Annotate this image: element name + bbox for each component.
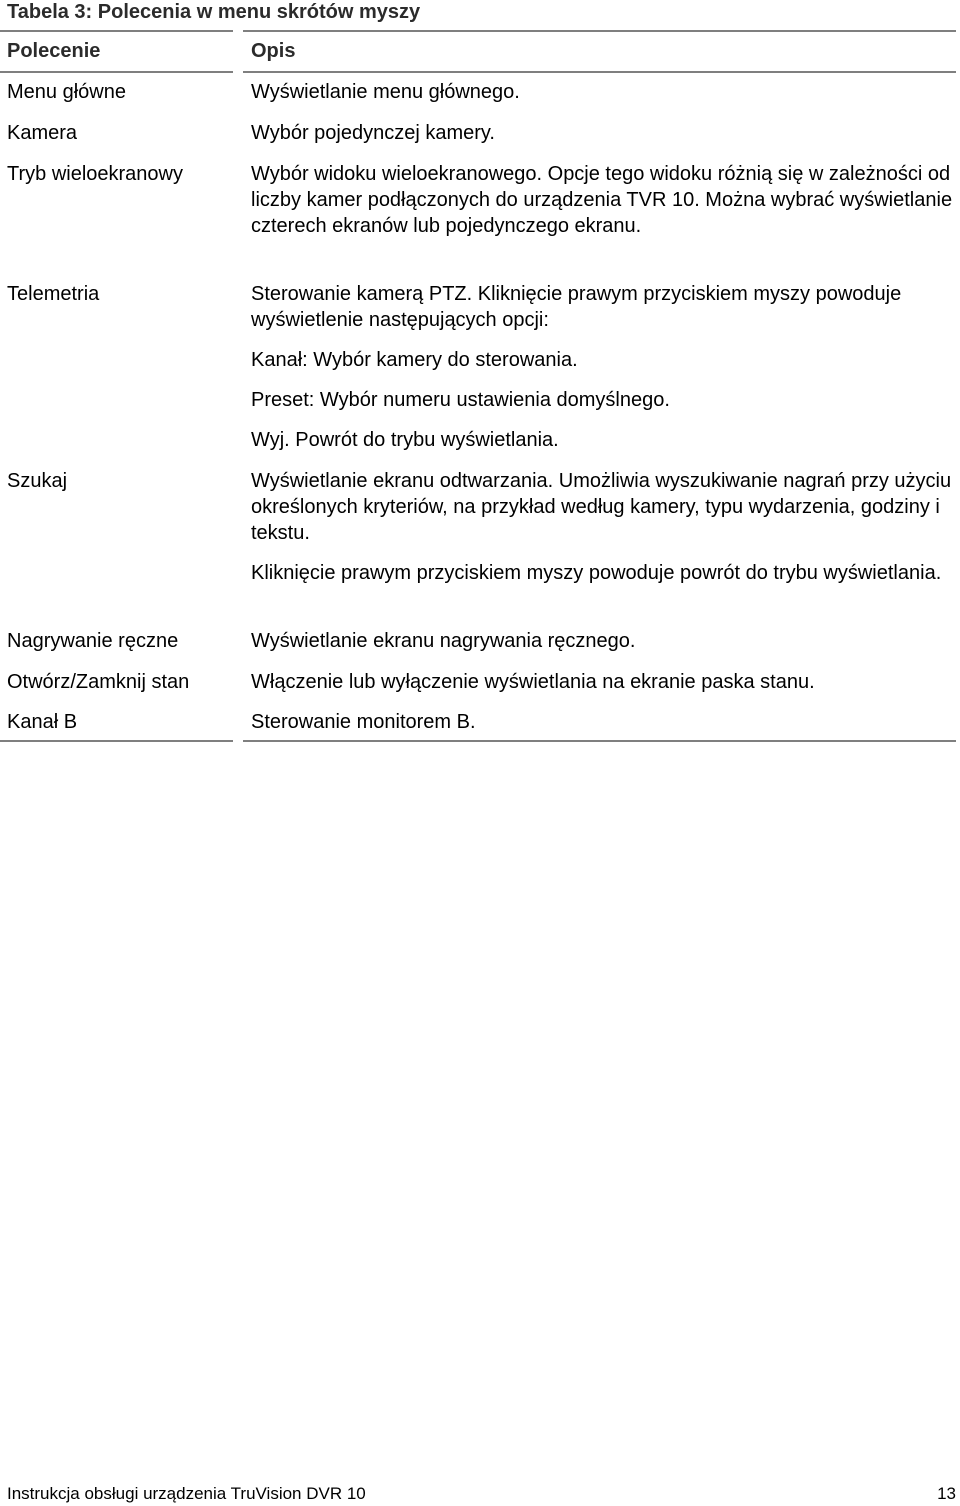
header-bottom-rule	[0, 71, 233, 73]
command-name: Telemetria	[7, 283, 100, 305]
command-description	[251, 79, 956, 105]
footer-text: Instrukcja obsługi urządzenia TruVision DVR 10	[7, 1484, 366, 1503]
header-description: Opis	[251, 40, 296, 62]
description-paragraph: Wybór widoku wieloekranowego. Opcje tego widoku różnią się w zależności od liczby kamer podłączonych do urządzenia TVR 10. Można wybrać wyświetlanie czterech ekranów lub pojedynczego ekranu.	[251, 163, 953, 237]
page-number: 13	[937, 1484, 956, 1503]
description-paragraph: Wybór pojedynczej kamery.	[251, 122, 495, 144]
command-description	[251, 281, 956, 453]
description-paragraph: Wyświetlanie menu głównego.	[251, 81, 520, 103]
description-paragraph: Wyświetlanie ekranu nagrywania ręcznego.	[251, 630, 636, 652]
command-name: Kanał B	[7, 711, 78, 733]
command-description	[251, 161, 956, 239]
table-bottom-rule	[0, 740, 233, 742]
command-name: Tryb wieloekranowy	[7, 163, 183, 185]
description-paragraph: Sterowanie monitorem B.	[251, 711, 476, 733]
command-name: Menu główne	[7, 81, 126, 103]
command-description	[251, 628, 956, 654]
command-description	[251, 669, 956, 695]
table-bottom-rule	[243, 740, 956, 742]
command-description	[251, 709, 956, 735]
description-paragraph: Preset: Wybór numeru ustawienia domyślnego.	[251, 389, 670, 411]
command-name: Kamera	[7, 122, 78, 144]
description-paragraph: Kanał: Wybór kamery do sterowania.	[251, 349, 578, 371]
command-description	[251, 468, 956, 586]
header-bottom-rule	[243, 71, 956, 73]
command-name: Otwórz/Zamknij stan	[7, 671, 190, 693]
header-command: Polecenie	[7, 40, 101, 62]
command-name: Nagrywanie ręczne	[7, 630, 179, 652]
description-paragraph: Wyświetlanie ekranu odtwarzania. Umożliwia wyszukiwanie nagrań przy użyciu określonych kryteriów, na przykład według kamery, typu wydarzenia, godziny i tekstu.	[251, 470, 952, 544]
description-paragraph: Wyj. Powrót do trybu wyświetlania.	[251, 429, 559, 451]
table-header-row	[0, 30, 956, 72]
command-description	[251, 120, 956, 146]
description-paragraph: Sterowanie kamerą PTZ. Kliknięcie prawym przyciskiem myszy powoduje wyświetlenie następujących opcji:	[251, 283, 902, 331]
description-paragraph: Kliknięcie prawym przyciskiem myszy powoduje powrót do trybu wyświetlania.	[251, 562, 942, 584]
page-title: Tabela 3: Polecenia w menu skrótów myszy	[7, 1, 421, 23]
description-paragraph: Włączenie lub wyłączenie wyświetlania na ekranie paska stanu.	[251, 671, 815, 693]
command-name: Szukaj	[7, 470, 68, 492]
